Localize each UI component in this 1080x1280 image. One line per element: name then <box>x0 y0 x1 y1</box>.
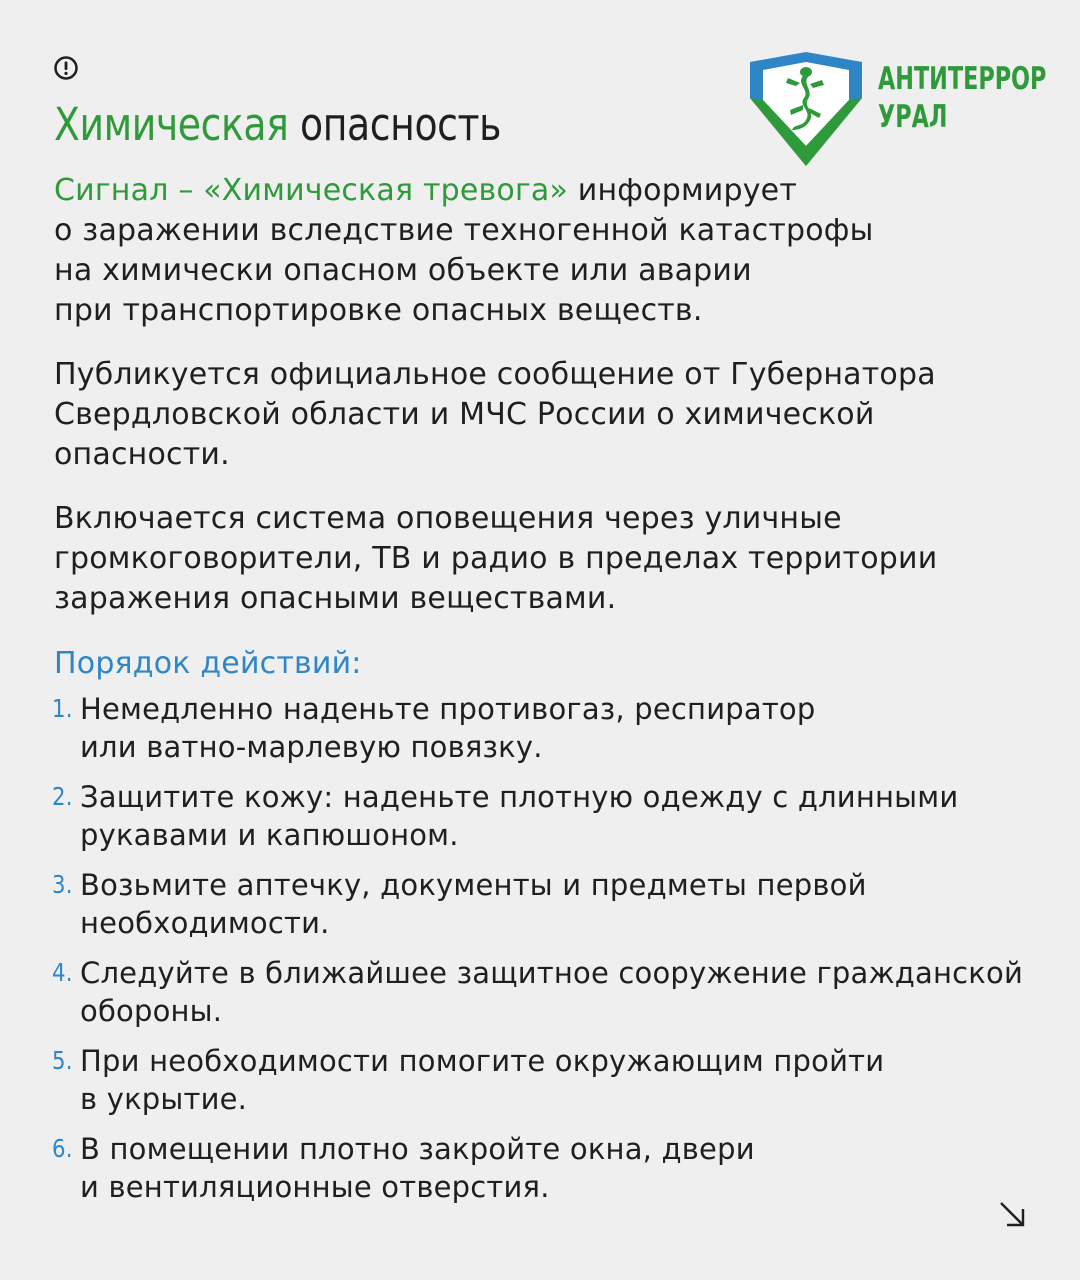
step-number: 1. <box>52 694 73 723</box>
notification-paragraph: Включается система оповещения через уличные громкоговорители, ТВ и радио в пределах территории заражения опасными веществами. <box>54 501 938 616</box>
main-content <box>54 171 1054 1218</box>
list-item <box>54 778 1054 854</box>
steps-heading: Порядок действий: <box>54 646 362 681</box>
antiterror-logo <box>748 50 1047 170</box>
step-text: При необходимости помогите окружающим пройти в укрытие. <box>80 1044 885 1116</box>
arrow-down-right-icon[interactable] <box>996 1198 1028 1230</box>
logo-line1: АНТИТЕРРОР <box>878 61 1047 97</box>
title-highlight: Химическая <box>54 98 289 151</box>
signal-paragraph <box>54 171 1054 331</box>
steps-list <box>54 690 1054 1206</box>
logo-line2: УРАЛ <box>878 99 948 135</box>
page-title <box>54 98 501 152</box>
step-number: 2. <box>52 782 73 811</box>
list-item <box>54 1130 1054 1206</box>
step-text: Защитите кожу: наденьте плотную одежду с длинными рукавами и капюшоном. <box>80 780 959 852</box>
list-item <box>54 866 1054 942</box>
shield-lizard-icon <box>748 50 864 168</box>
signal-highlight: Сигнал – «Химическая тревога» <box>54 173 569 208</box>
logo-wordmark <box>878 60 1046 136</box>
signal-text: информирует о заражении вследствие техногенной катастрофы на химически опасном объекте или аварии при транспортировке опасных веществ. <box>54 173 874 328</box>
step-number: 5. <box>52 1046 73 1075</box>
title-rest: опасность <box>300 98 501 151</box>
step-text: Следуйте в ближайшее защитное сооружение гражданской обороны. <box>80 956 1024 1028</box>
step-number: 3. <box>52 870 73 899</box>
step-text: В помещении плотно закройте окна, двери и вентиляционные отверстия. <box>80 1132 755 1204</box>
exclamation-circle-icon <box>53 55 79 81</box>
step-text: Немедленно наденьте противогаз, респиратор или ватно-марлевую повязку. <box>80 692 816 764</box>
list-item <box>54 690 1054 766</box>
announcement-paragraph: Публикуется официальное сообщение от Губернатора Свердловской области и МЧС России о химической опасности. <box>54 357 936 472</box>
step-number: 6. <box>52 1134 73 1163</box>
list-item <box>54 954 1054 1030</box>
list-item <box>54 1042 1054 1118</box>
step-text: Возьмите аптечку, документы и предметы первой необходимости. <box>80 868 867 940</box>
step-number: 4. <box>52 958 73 987</box>
